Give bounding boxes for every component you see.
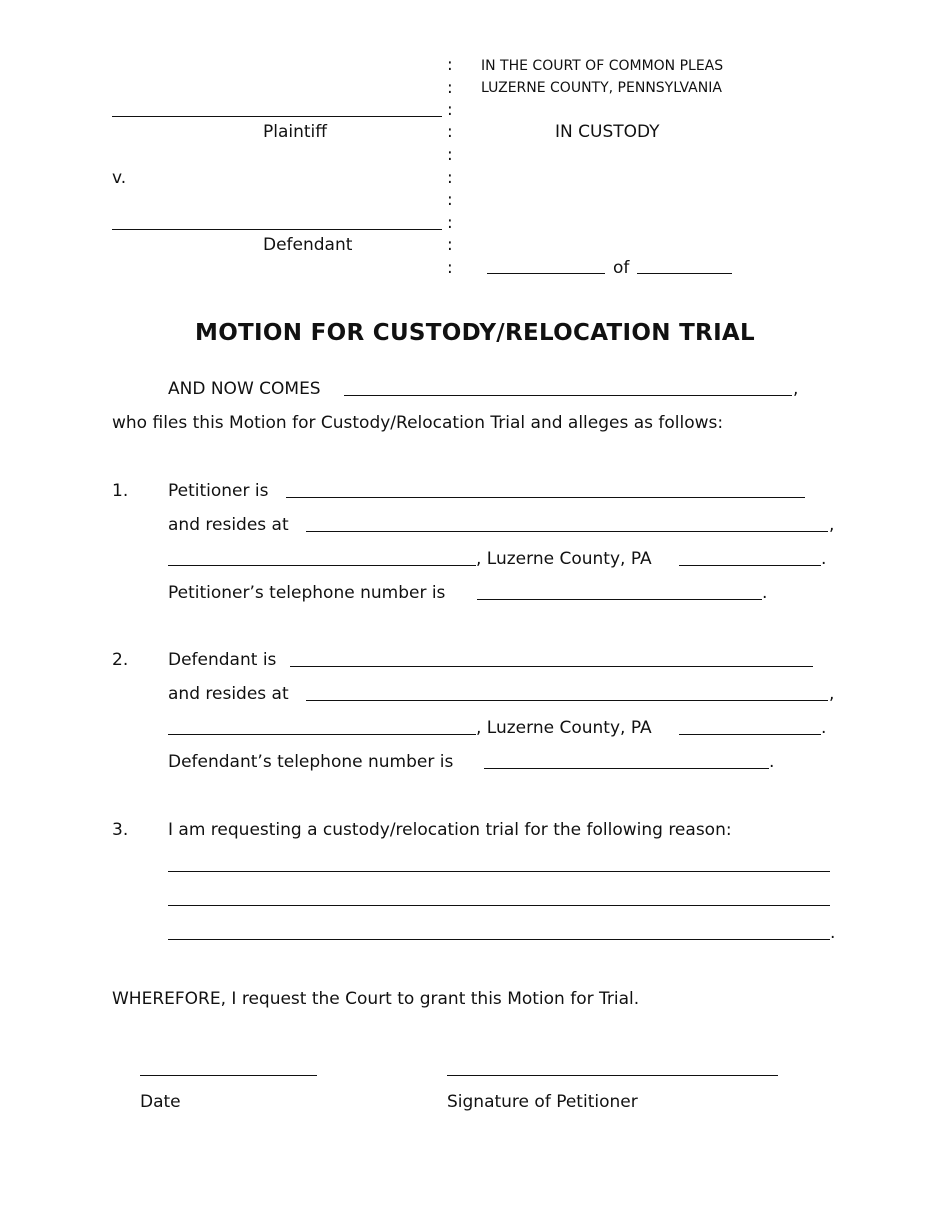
movant-name-blank[interactable] <box>344 395 792 396</box>
caption-colon: : <box>447 258 453 278</box>
petitioner-phone-blank[interactable] <box>477 599 762 600</box>
petitioner-address-blank[interactable] <box>306 531 828 532</box>
period: . <box>821 549 827 569</box>
plaintiff-label: Plaintiff <box>263 122 327 142</box>
signature-blank[interactable] <box>447 1075 778 1076</box>
comma: , <box>829 515 835 535</box>
caption-colon: : <box>447 190 453 210</box>
reason-line-blank[interactable] <box>168 939 830 940</box>
caption-colon: : <box>447 213 453 233</box>
defendant-city-blank[interactable] <box>168 734 476 735</box>
petitioner-zip-blank[interactable] <box>679 565 821 566</box>
case-type-label: IN CUSTODY <box>555 122 660 142</box>
resides-at-label: and resides at <box>168 684 289 704</box>
item-number: 1. <box>112 481 129 501</box>
period: . <box>762 583 768 603</box>
petitioner-is-label: Petitioner is <box>168 481 269 501</box>
plaintiff-name-blank[interactable] <box>112 116 442 117</box>
reason-line-blank[interactable] <box>168 871 830 872</box>
caption-colon: : <box>447 100 453 120</box>
signature-label: Signature of Petitioner <box>447 1092 638 1112</box>
reason-line-blank[interactable] <box>168 905 830 906</box>
defendant-name-field-blank[interactable] <box>290 666 813 667</box>
defendant-zip-blank[interactable] <box>679 734 821 735</box>
defendant-is-label: Defendant is <box>168 650 277 670</box>
petitioner-city-blank[interactable] <box>168 565 476 566</box>
petitioner-name-blank[interactable] <box>286 497 805 498</box>
wherefore-clause: WHEREFORE, I request the Court to grant this Motion for Trial. <box>112 989 640 1009</box>
caption-colon: : <box>447 145 453 165</box>
defendant-phone-blank[interactable] <box>484 768 769 769</box>
docket-number-blank[interactable] <box>487 273 605 274</box>
item-number: 2. <box>112 650 129 670</box>
county-label: , Luzerne County, PA <box>476 549 652 569</box>
period: . <box>769 752 775 772</box>
court-name-line2: LUZERNE COUNTY, PENNSYLVANIA <box>481 80 722 96</box>
defendant-phone-label: Defendant’s telephone number is <box>168 752 454 772</box>
date-blank[interactable] <box>140 1075 317 1076</box>
caption-colon: : <box>447 122 453 142</box>
petitioner-phone-label: Petitioner’s telephone number is <box>168 583 446 603</box>
period: . <box>830 923 836 943</box>
docket-year-blank[interactable] <box>637 273 732 274</box>
county-label: , Luzerne County, PA <box>476 718 652 738</box>
resides-at-label: and resides at <box>168 515 289 535</box>
docket-of-label: of <box>613 258 630 278</box>
court-name-line1: IN THE COURT OF COMMON PLEAS <box>481 58 724 74</box>
comma: , <box>829 684 835 704</box>
defendant-name-blank[interactable] <box>112 229 442 230</box>
comma: , <box>793 379 799 399</box>
caption-colon: : <box>447 168 453 188</box>
period: . <box>821 718 827 738</box>
reason-label: I am requesting a custody/relocation trial for the following reason: <box>168 820 732 840</box>
defendant-label: Defendant <box>263 235 353 255</box>
versus-label: v. <box>112 168 127 188</box>
caption-colon: : <box>447 78 453 98</box>
item-number: 3. <box>112 820 129 840</box>
intro-statement: who files this Motion for Custody/Relocation Trial and alleges as follows: <box>112 413 724 433</box>
caption-colon: : <box>447 55 453 75</box>
and-now-comes-label: AND NOW COMES <box>168 379 321 399</box>
caption-colon: : <box>447 235 453 255</box>
date-label: Date <box>140 1092 181 1112</box>
defendant-address-blank[interactable] <box>306 700 828 701</box>
document-title: MOTION FOR CUSTODY/RELOCATION TRIAL <box>195 320 755 346</box>
